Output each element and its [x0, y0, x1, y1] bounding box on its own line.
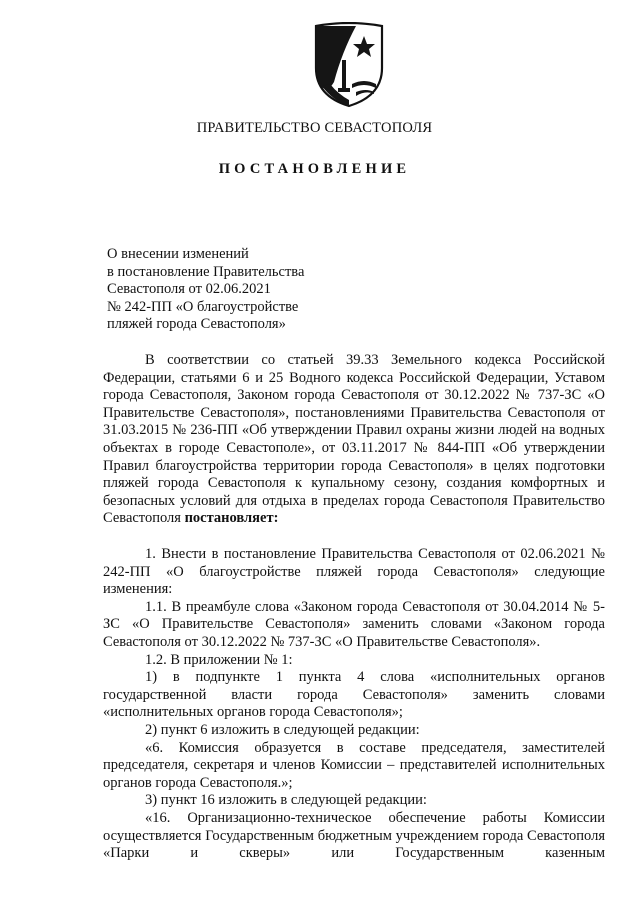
subclause-2: 2) пункт 6 изложить в следующей редакции: [145, 721, 420, 738]
subclause-1: 1) в подпункте 1 пункта 4 слова «исполнительных органов государственной власти города Севастополя» заменить словами «исполнительных органов города Севастополя»; [103, 669, 605, 721]
subject-line: № 242-ПП «О благоустройстве [107, 298, 299, 315]
clause-1-1: 1.1. В преамбуле слова «Законом города Севастополя от 30.04.2014 № 5-ЗС «О Правительстве Севастополя» заменить словами «Законом города Севастополя от 30.12.2022 № 737-ЗС «О Правительстве Севастополя». [103, 598, 605, 650]
preamble-body: В соответствии со статьей 39.33 Земельного кодекса Российской Федерации, статьями 6 и 25 Водного кодекса Российской Федерации, Уставом города Севастополя, Законом города Севастополя от 30.12.2022 № 737-ЗС «О Правительстве Севастополя», постановлениями Правительства Севастополя от 31.03.2015 № 236-ПП «Об утверждении Правил охраны жизни людей на водных объектах в городе Севастополе», от 03.11.2017 № 844-ПП «Об утверждении Правил благоустройства территории города Севастополя» в целях подготовки пляжей города Севастополя к купальному сезону, создания комфортных и безопасных условий для отдыха в пределах города Севастополя Правительство Севастополя [103, 352, 605, 527]
document-type-title: ПОСТАНОВЛЕНИЕ [218, 161, 411, 177]
clause-1-2: 1.2. В приложении № 1: [145, 651, 293, 668]
sevastopol-coat-of-arms-icon [312, 22, 386, 108]
decision-word: постановляет: [184, 510, 279, 527]
subject-line: пляжей города Севастополя» [107, 316, 286, 333]
preamble-paragraph [103, 352, 605, 528]
quoted-clause-16: «16. Организационно-техническое обеспечение работы Комиссии осуществляется Государственным бюджетным учреждением города Севастополя «Парки и скверы» или Государственным казенным [103, 809, 605, 862]
document-subject [107, 246, 304, 334]
organization-title: ПРАВИТЕЛЬСТВО СЕВАСТОПОЛЯ [196, 120, 433, 136]
quoted-clause-6: «6. Комиссия образуется в составе председателя, заместителей председателя, секретаря и членов Комиссии – представителей исполнительных органов города Севастополя.»; [103, 739, 605, 791]
subject-line: О внесении изменений [107, 246, 249, 262]
subclause-3: 3) пункт 16 изложить в следующей редакции: [145, 792, 427, 809]
preamble-text [103, 352, 605, 528]
subject-line: Севастополя от 02.06.2021 [107, 281, 271, 298]
amendments-section [103, 546, 605, 863]
clause-1: 1. Внести в постановление Правительства Севастополя от 02.06.2021 № 242-ПП «О благоустройстве пляжей города Севастополя» следующие изменения: [103, 546, 605, 598]
subject-line: в постановление Правительства [107, 263, 305, 280]
